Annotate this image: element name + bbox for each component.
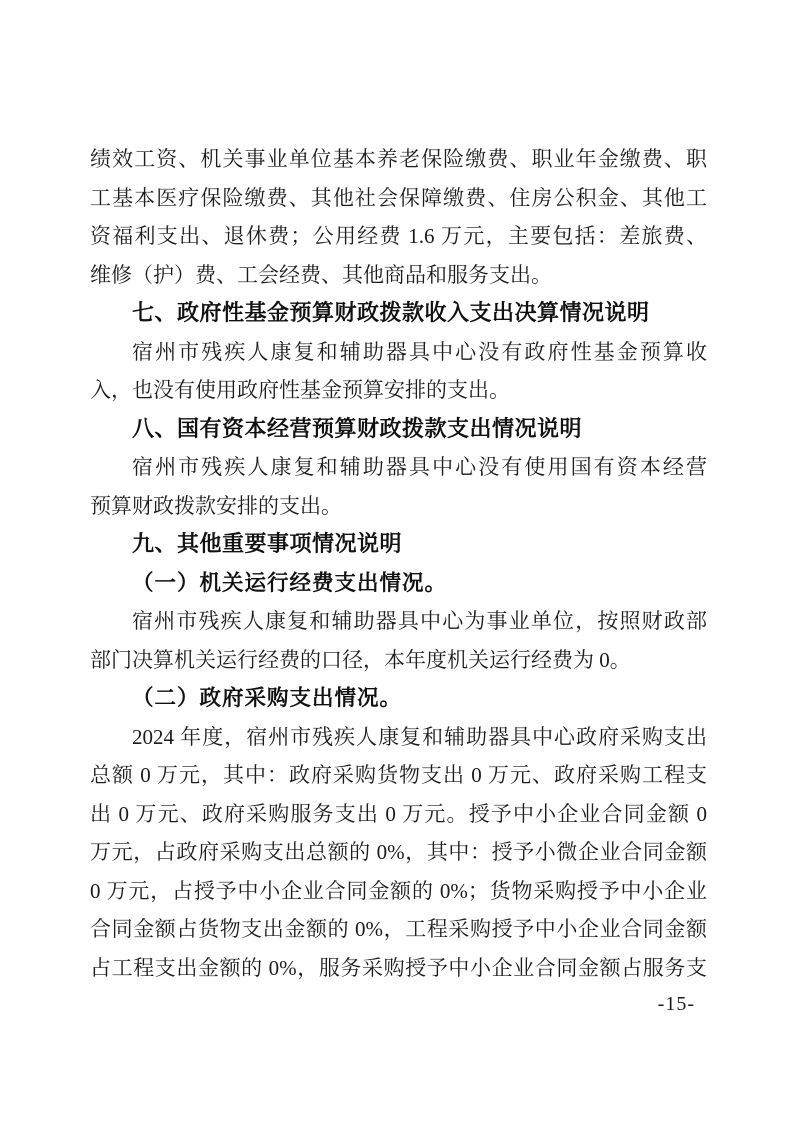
paragraph-line: 万元，占政府采购支出总额的 0%，其中：授予小微企业合同金额 (90, 840, 707, 864)
paragraph-line: 总额 0 万元，其中：政府采购货物支出 0 万元、政府采购工程支 (90, 763, 707, 787)
section-heading: 八、国有资本经营预算财政拨款支出情况说明 (132, 415, 583, 441)
paragraph-line: 0 万元，占授予中小企业合同金额的 0%；货物采购授予中小企业 (90, 878, 707, 903)
paragraph-line: 部门决算机关运行经费的口径，本年度机关运行经费为 0。 (90, 647, 631, 672)
sub-heading: （一）机关运行经费支出情况。 (132, 570, 448, 595)
paragraph-line: 占工程支出金额的 0%，服务采购授予中小企业合同金额占服务支 (90, 955, 707, 980)
paragraph-line: 2024 年度，宿州市残疾人康复和辅助器具中心政府采购支出 (132, 724, 707, 749)
paragraph-line: 绩效工资、机关事业单位基本养老保险缴费、职业年金缴费、职 (90, 147, 707, 171)
page-number: -15- (657, 993, 695, 1015)
paragraph-line: 宿州市残疾人康复和辅助器具中心没有政府性基金预算收 (132, 339, 707, 364)
paragraph-line: 出 0 万元、政府采购服务支出 0 万元。授予中小企业合同金额 0 (90, 801, 707, 826)
paragraph-line: 预算财政拨款安排的支出。 (90, 493, 342, 518)
paragraph-line: 资福利支出、退休费；公用经费 1.6 万元，主要包括：差旅费、 (90, 224, 707, 248)
paragraph-line: 入，也没有使用政府性基金预算安排的支出。 (90, 378, 510, 402)
sub-heading: （二）政府采购支出情况。 (132, 686, 403, 710)
paragraph-line: 宿州市残疾人康复和辅助器具中心没有使用国有资本经营 (132, 455, 707, 479)
paragraph-line: 工基本医疗保险缴费、其他社会保障缴费、住房公积金、其他工 (90, 185, 707, 210)
section-heading: 七、政府性基金预算财政拨款收入支出决算情况说明 (132, 300, 650, 325)
section-heading: 九、其他重要事项情况说明 (132, 531, 403, 556)
paragraph-line: 维修（护）费、工会经费、其他商品和服务支出。 (90, 262, 552, 287)
paragraph-line: 合同金额占货物支出金额的 0%，工程采购授予中小企业合同金额 (90, 917, 707, 941)
document-content (90, 140, 707, 987)
paragraph-line: 宿州市残疾人康复和辅助器具中心为事业单位，按照财政部 (132, 609, 707, 633)
